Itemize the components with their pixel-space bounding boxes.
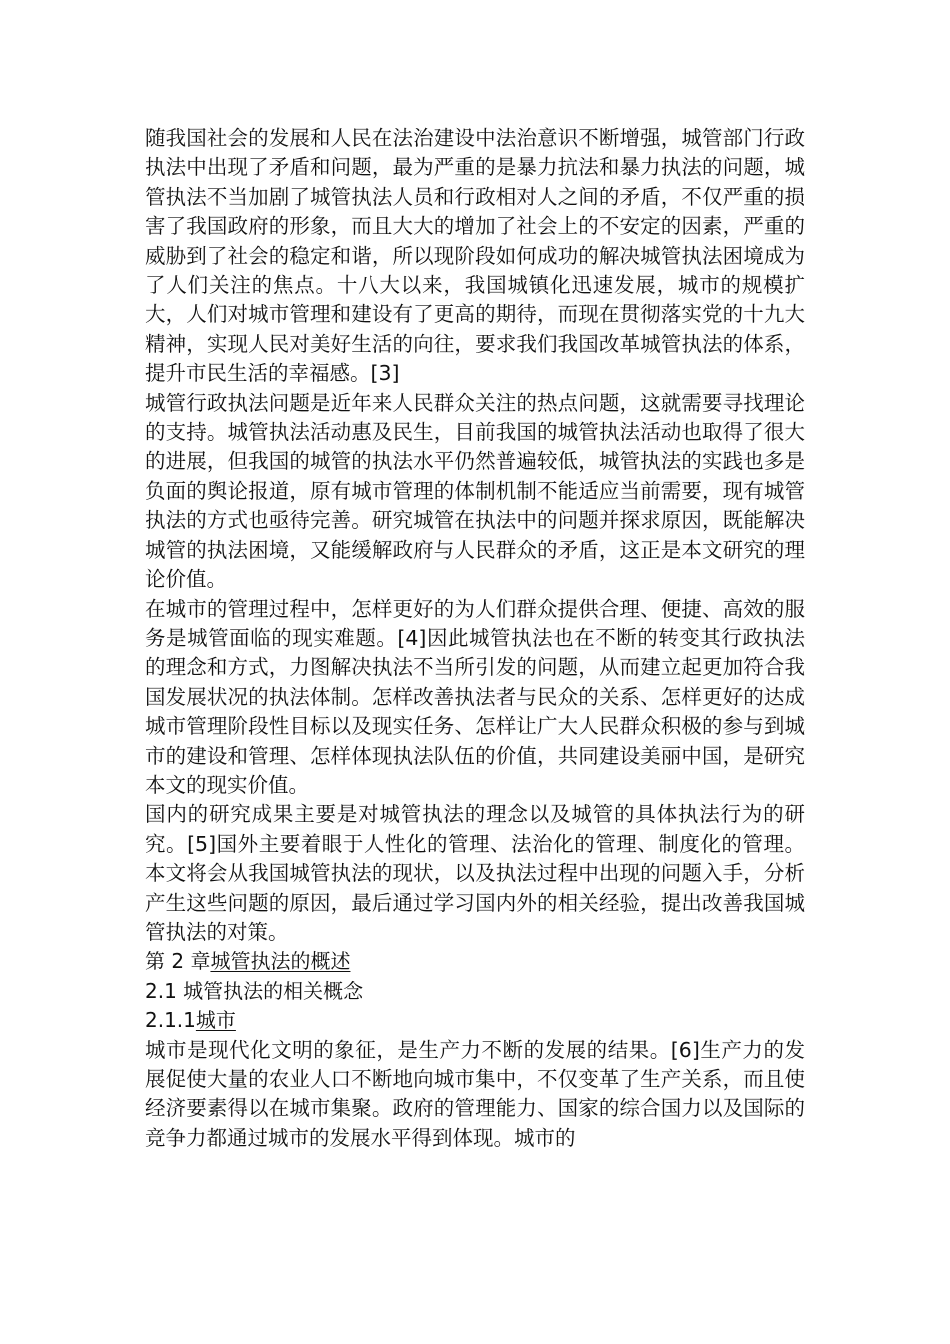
paragraph-theoretical-value: 城管行政执法问题是近年来人民群众关注的热点问题，这就需要寻找理论的支持。城管执法活动惠及民生，目前我国的城管执法活动也取得了很大的进展，但我国的城管的执法水平仍然普遍较低，城管执法的实践也多是负面的舆论报道，原有城市管理的体制机制不能适应当前需要，现有城管执法的方式也亟待完善。研究城管在执法中的问题并探求原因，既能解决城管的执法困境，又能缓解政府与人民群众的矛盾，这正是本文研究的理论价值。 <box>145 390 805 592</box>
chapter-heading-title: 城管执法的概述 <box>210 949 351 974</box>
paragraph-city-definition: 城市是现代化文明的象征，是生产力不断的发展的结果。[6]生产力的发展促使大量的农业人口不断地向城市集中，不仅变革了生产关系，而且使经济要素得以在城市集聚。政府的管理能力、国家的综合国力以及国际的竞争力都通过城市的发展水平得到体现。城市的 <box>145 1037 805 1150</box>
chapter-heading <box>145 947 805 976</box>
subsection-heading <box>145 1006 805 1035</box>
section-heading: 2.1 城管执法的相关概念 <box>145 978 364 1003</box>
paragraph-research-review: 国内的研究成果主要是对城管执法的理念以及城管的具体执法行为的研究。[5]国外主要着眼于人性化的管理、法治化的管理、制度化的管理。本文将会从我国城管执法的现状，以及执法过程中出现的问题入手，分析产生这些问题的原因，最后通过学习国内外的相关经验，提出改善我国城管执法的对策。 <box>145 802 805 944</box>
subsection-heading-number: 2.1.1 <box>145 1008 196 1033</box>
document-body <box>145 124 805 1153</box>
subsection-heading-title: 城市 <box>195 1008 236 1033</box>
paragraph-background: 随我国社会的发展和人民在法治建设中法治意识不断增强，城管部门行政执法中出现了矛盾和问题，最为严重的是暴力抗法和暴力执法的问题，城管执法不当加剧了城管执法人员和行政相对人之间的矛盾，不仅严重的损害了我国政府的形象，而且大大的增加了社会上的不安定的因素，严重的威胁到了社会的稳定和谐，所以现阶段如何成功的解决城管执法困境成为了人们关注的焦点。十八大以来，我国城镇化迅速发展，城市的规模扩大，人们对城市管理和建设有了更高的期待，而现在贯彻落实党的十九大精神，实现人民对美好生活的向往，要求我们我国改革城管执法的体系，提升市民生活的幸福感。[3] <box>145 126 805 386</box>
paragraph-practical-value: 在城市的管理过程中，怎样更好的为人们群众提供合理、便捷、高效的服务是城管面临的现实难题。[4]因此城管执法也在不断的转变其行政执法的理念和方式，力图解决执法不当所引发的问题，从而建立起更加符合我国发展状况的执法体制。怎样改善执法者与民众的关系、怎样更好的达成城市管理阶段性目标以及现实任务、怎样让广大人民群众积极的参与到城市的建设和管理、怎样体现执法队伍的价值，共同建设美丽中国，是研究本文的现实价值。 <box>145 596 805 797</box>
chapter-heading-prefix: 第 2 章 <box>145 949 211 974</box>
